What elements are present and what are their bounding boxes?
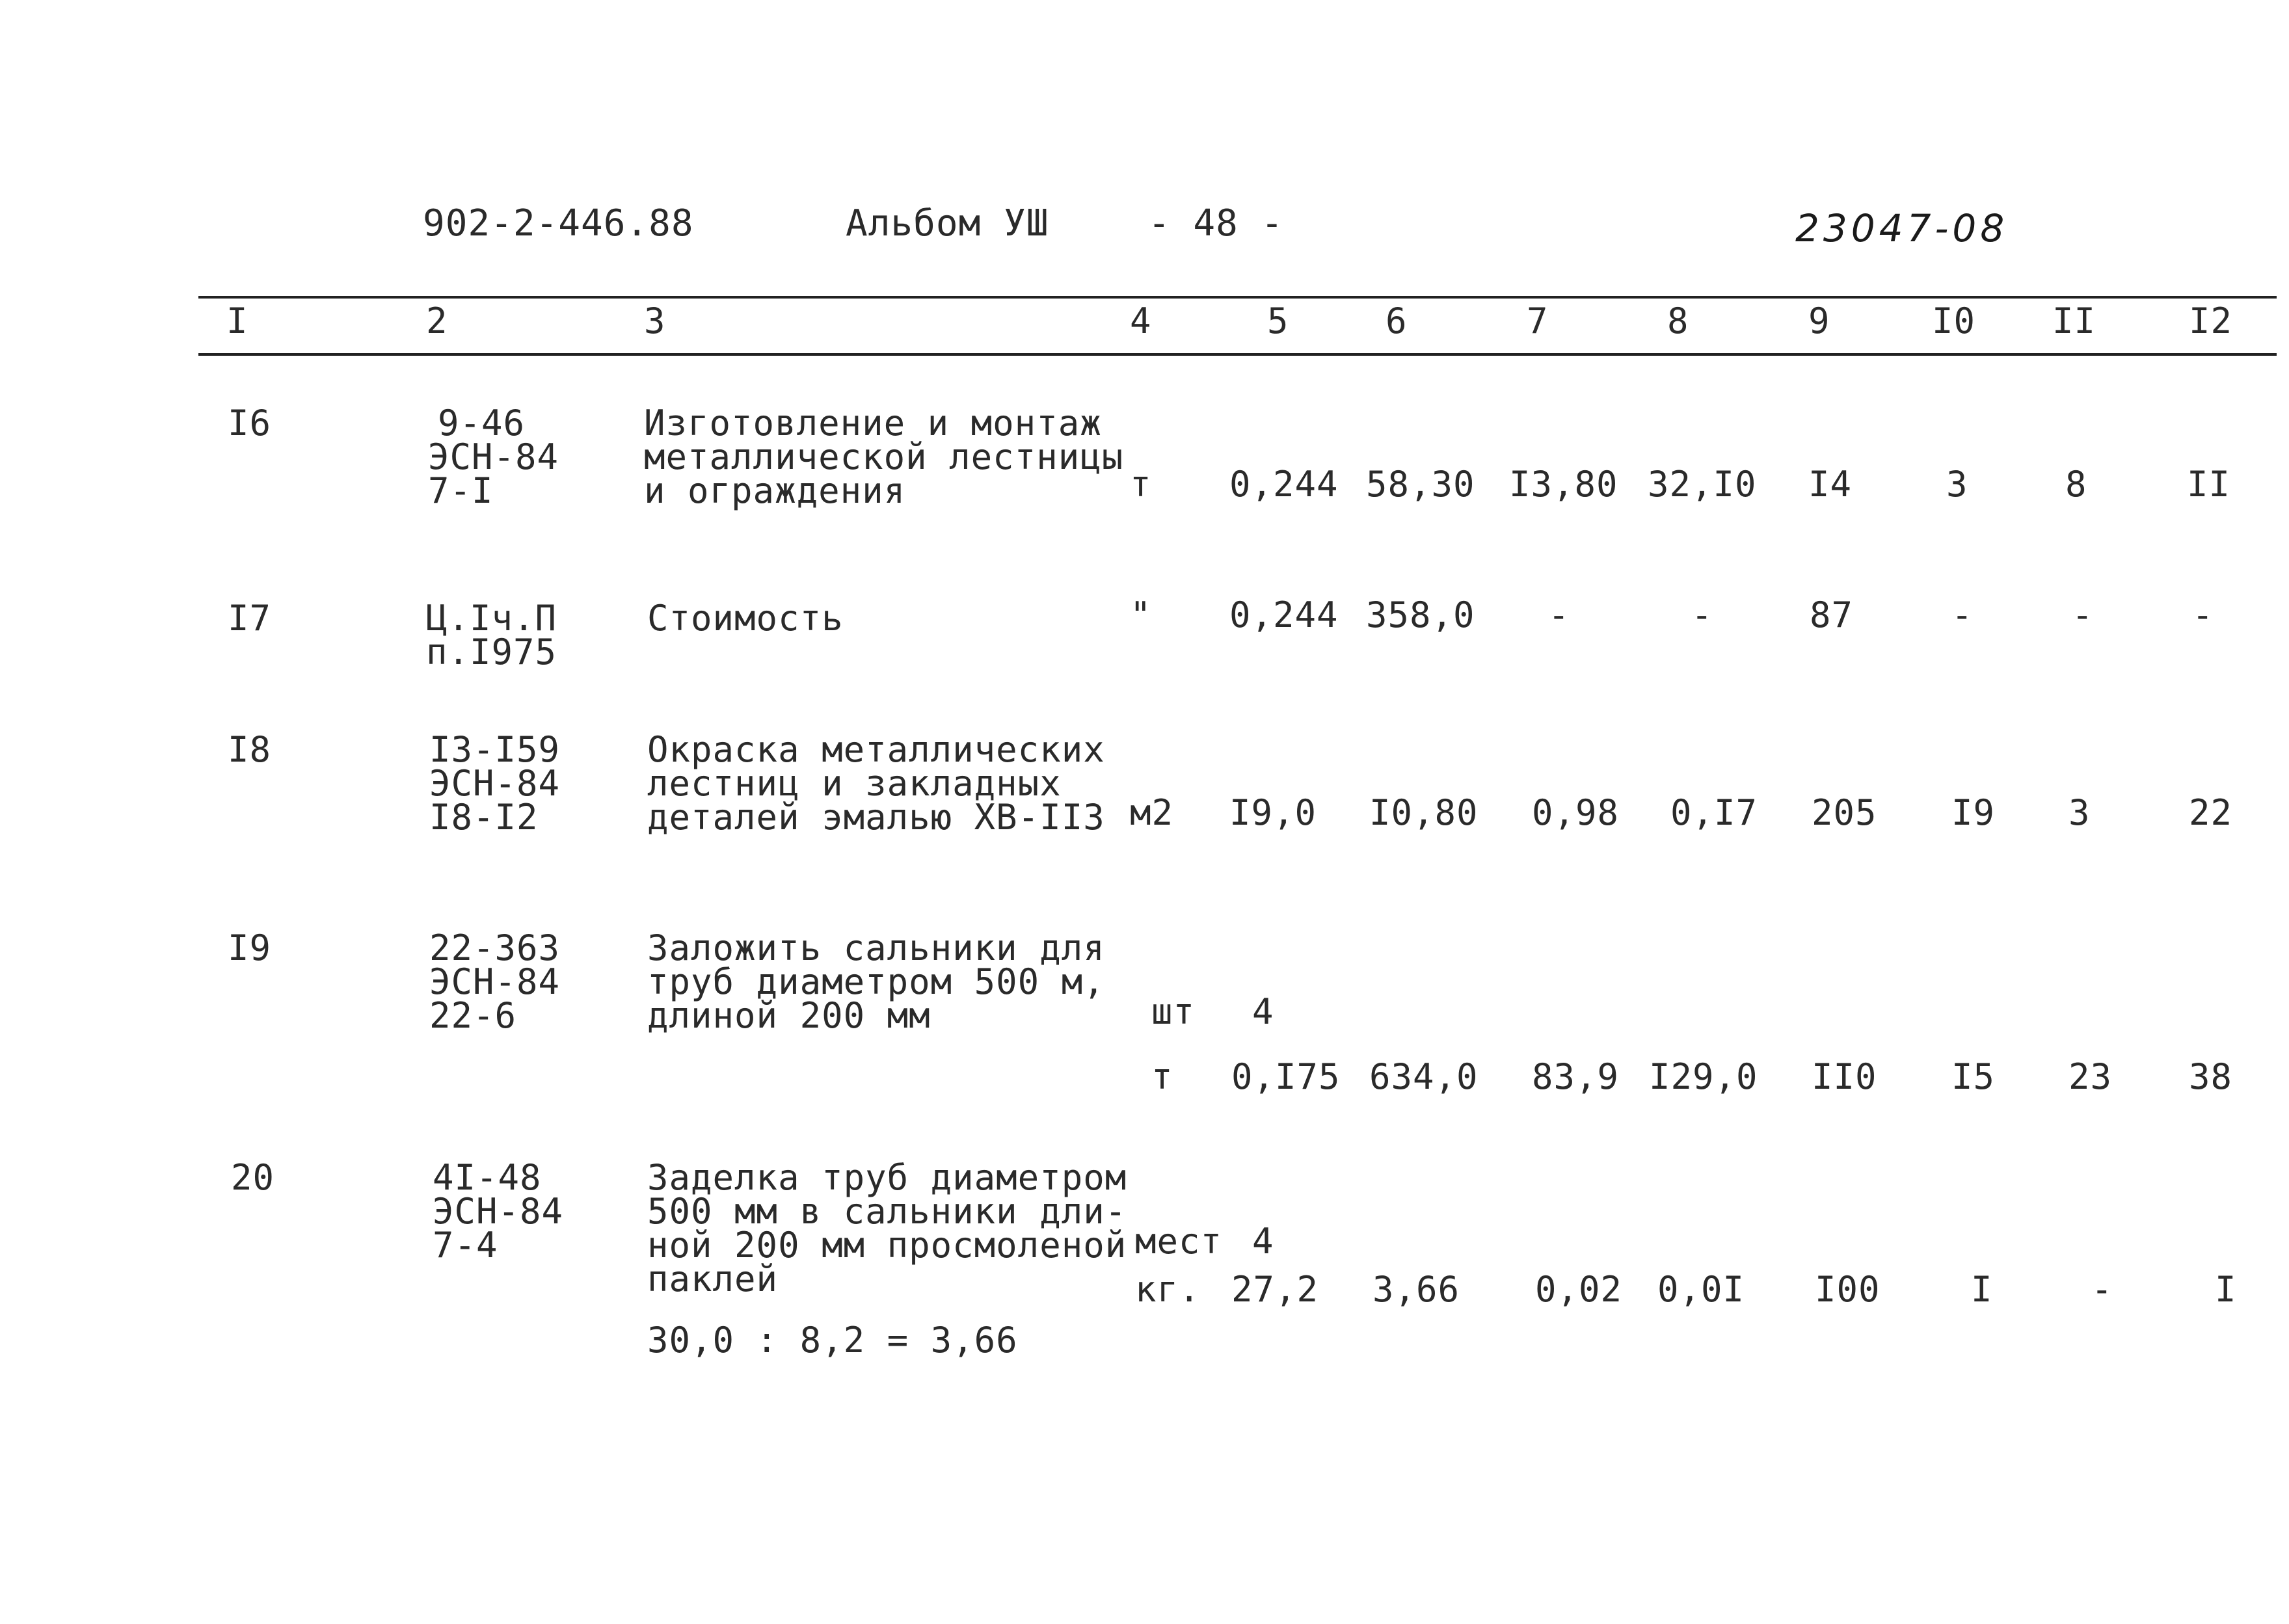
value-cell: 23 xyxy=(2068,1056,2113,1097)
quantity-cell: 0,I75 xyxy=(1231,1056,1341,1097)
norm-code: Ц.Iч.П xyxy=(426,598,557,639)
value-cell: 0,98 xyxy=(1532,792,1620,833)
quantity-cell: 4 xyxy=(1252,1221,1274,1262)
value-cell: 0,I7 xyxy=(1670,792,1758,833)
work-description: Заделка труб диаметром xyxy=(647,1157,1127,1198)
handwritten-number: 23047-08 xyxy=(1795,206,2009,250)
norm-code: ЭСН-84 xyxy=(429,961,561,1002)
norm-code: ЭСН-84 xyxy=(433,1191,564,1232)
value-cell: I4 xyxy=(1808,464,1853,505)
value-cell: - xyxy=(2192,594,2214,635)
work-description: ной 200 мм просмоленой xyxy=(647,1225,1127,1266)
unit-cell: т xyxy=(1151,1056,1173,1097)
row-number: I9 xyxy=(228,927,272,968)
norm-code: I3-I59 xyxy=(429,729,561,770)
value-cell: - xyxy=(1691,594,1713,635)
work-description: Изготовление и монтаж xyxy=(644,403,1102,444)
value-cell: 634,0 xyxy=(1369,1056,1479,1097)
column-header: 7 xyxy=(1527,300,1549,341)
work-description: паклей xyxy=(647,1258,779,1299)
value-cell: I00 xyxy=(1815,1269,1881,1310)
value-cell: 22 xyxy=(2189,792,2233,833)
value-cell: - xyxy=(1548,594,1570,635)
column-header: 4 xyxy=(1130,300,1152,341)
table-top-rule xyxy=(198,296,2277,299)
norm-code: 22-363 xyxy=(429,927,561,968)
unit-cell: т xyxy=(1130,464,1152,505)
value-cell: 38 xyxy=(2189,1056,2233,1097)
quantity-cell: 0,244 xyxy=(1229,464,1339,505)
value-cell: I0,80 xyxy=(1369,792,1479,833)
work-description: Стоимость xyxy=(647,598,844,639)
column-header: 2 xyxy=(426,300,448,341)
calculation-formula: 30,0 : 8,2 = 3,66 xyxy=(647,1320,1018,1361)
unit-cell: шт xyxy=(1151,991,1196,1032)
table-header-rule xyxy=(198,353,2277,356)
value-cell: 3 xyxy=(1946,464,1968,505)
value-cell: I3,80 xyxy=(1509,464,1618,505)
work-description: 500 мм в сальники дли- xyxy=(647,1191,1127,1232)
value-cell: - xyxy=(2072,594,2094,635)
column-header: I xyxy=(226,300,248,341)
value-cell: 8 xyxy=(2065,464,2087,505)
row-number: 20 xyxy=(231,1157,275,1198)
column-header: I0 xyxy=(1932,300,1976,341)
unit-cell: кг. xyxy=(1135,1269,1201,1310)
work-description: труб диаметром 500 м, xyxy=(647,961,1105,1002)
work-description: Заложить сальники для xyxy=(647,927,1105,968)
unit-cell: мест xyxy=(1135,1221,1223,1262)
work-description: деталей эмалью ХВ-II3 xyxy=(647,797,1105,838)
row-number: I7 xyxy=(228,598,272,639)
work-description: длиной 200 мм xyxy=(647,995,931,1036)
value-cell: 0,0I xyxy=(1657,1269,1745,1310)
work-description: и ограждения xyxy=(644,470,906,511)
work-description: металлической лестницы xyxy=(644,436,1124,477)
value-cell: 358,0 xyxy=(1366,594,1475,635)
quantity-cell: 4 xyxy=(1252,991,1274,1032)
column-header: 9 xyxy=(1808,300,1830,341)
value-cell: I xyxy=(2215,1269,2237,1310)
value-cell: 87 xyxy=(1810,594,1854,635)
norm-code: 9-46 xyxy=(437,403,526,444)
work-description: лестниц и закладных xyxy=(647,763,1062,804)
norm-code: п.I975 xyxy=(426,632,557,672)
row-number: I6 xyxy=(228,403,272,444)
album-label: Альбом УШ xyxy=(846,202,1049,245)
quantity-cell: 0,244 xyxy=(1229,594,1339,635)
quantity-cell: 27,2 xyxy=(1231,1269,1319,1310)
column-header: 3 xyxy=(644,300,666,341)
value-cell: 205 xyxy=(1812,792,1877,833)
value-cell: 83,9 xyxy=(1532,1056,1620,1097)
value-cell: 3,66 xyxy=(1372,1269,1460,1310)
work-description: Окраска металлических xyxy=(647,729,1105,770)
value-cell: 3 xyxy=(2068,792,2091,833)
value-cell: - xyxy=(1951,594,1974,635)
unit-cell: м2 xyxy=(1130,792,1174,833)
norm-code: I8-I2 xyxy=(429,797,539,838)
row-number: I8 xyxy=(228,729,272,770)
column-header: 8 xyxy=(1667,300,1689,341)
value-cell: II xyxy=(2187,464,2231,505)
value-cell: I5 xyxy=(1951,1056,1996,1097)
column-header: 6 xyxy=(1385,300,1408,341)
norm-code: 7-4 xyxy=(433,1225,498,1266)
value-cell: I29,0 xyxy=(1649,1056,1758,1097)
norm-code: ЭСН-84 xyxy=(429,763,561,804)
page-number: - 48 - xyxy=(1148,202,1284,245)
value-cell: I xyxy=(1971,1269,1993,1310)
column-header: I2 xyxy=(2189,300,2233,341)
value-cell: 32,I0 xyxy=(1648,464,1757,505)
unit-cell: " xyxy=(1130,594,1152,635)
norm-code: 7-I xyxy=(428,470,494,511)
column-header: II xyxy=(2052,300,2096,341)
value-cell: II0 xyxy=(1812,1056,1877,1097)
norm-code: 22-6 xyxy=(429,995,517,1036)
value-cell: I9 xyxy=(1951,792,1996,833)
norm-code: 4I-48 xyxy=(433,1157,542,1198)
value-cell: 0,02 xyxy=(1535,1269,1623,1310)
value-cell: - xyxy=(2091,1269,2113,1310)
quantity-cell: I9,0 xyxy=(1229,792,1317,833)
document-code: 902-2-446.88 xyxy=(423,202,694,245)
column-header: 5 xyxy=(1267,300,1289,341)
norm-code: ЭСН-84 xyxy=(428,436,559,477)
value-cell: 58,30 xyxy=(1366,464,1475,505)
